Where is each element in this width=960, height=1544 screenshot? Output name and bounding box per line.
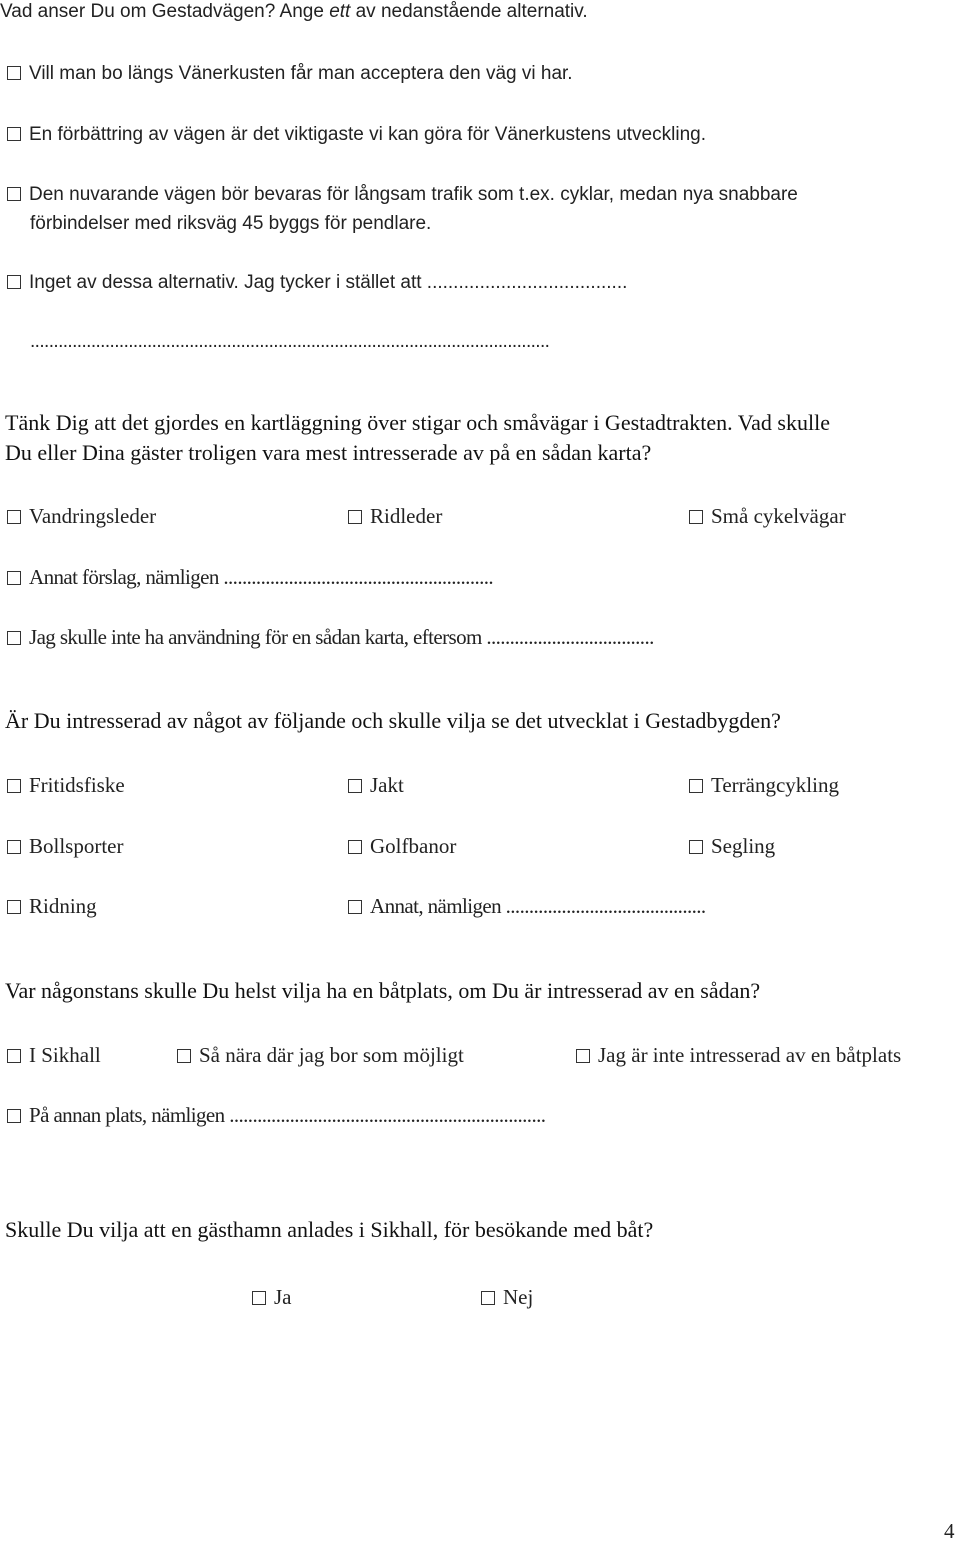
q3-option-terrangcykling[interactable]: Terrängcykling [689,773,839,798]
q2-option-none[interactable]: Jag skulle inte ha användning för en sådan karta, eftersom .................................... [7,625,654,650]
question-gasthamn: Skulle Du vilja att en gästhamn anlades i Sikhall, för besökande med båt? [5,1217,654,1242]
checkbox[interactable] [7,510,21,524]
q1-option-1[interactable]: Vill man bo längs Vänerkusten får man acceptera den väg vi har. [7,63,573,85]
q3-option-fritidsfiske[interactable]: Fritidsfiske [7,773,125,798]
checkbox[interactable] [252,1291,266,1305]
page-number: 4 [944,1519,955,1543]
question-karta-line1: Tänk Dig att det gjordes en kartläggning över stigar och småvägar i Gestadtrakten. Vad skulle [5,410,830,435]
checkbox[interactable] [481,1291,495,1305]
checkbox[interactable] [689,840,703,854]
question-karta-line2: Du eller Dina gäster troligen vara mest intresserade av på en sådan karta? [5,440,652,465]
q4-option-other[interactable]: På annan plats, nämligen .................................................................... [7,1103,545,1128]
checkbox[interactable] [7,840,21,854]
q3-option-other[interactable]: Annat, nämligen ........................................... [348,894,706,919]
q3-option-jakt[interactable]: Jakt [348,773,404,798]
q3-option-golfbanor[interactable]: Golfbanor [348,834,456,859]
checkbox[interactable] [689,510,703,524]
q1-option-2[interactable]: En förbättring av vägen är det viktigaste vi kan göra för Vänerkustens utveckling. [7,124,706,146]
checkbox[interactable] [348,779,362,793]
checkbox[interactable] [348,840,362,854]
checkbox[interactable] [7,571,21,585]
checkbox[interactable] [7,1049,21,1063]
question-batplats: Var någonstans skulle Du helst vilja ha en båtplats, om Du är intresserad av en sådan? [5,978,761,1003]
q1-fill-line[interactable]: ............................................................................................................... [30,331,550,352]
q5-option-nej[interactable]: Nej [481,1285,533,1310]
checkbox[interactable] [7,631,21,645]
q1-option-4[interactable]: Inget av dessa alternativ. Jag tycker i stället att ...................................... [7,272,627,294]
checkbox[interactable] [7,779,21,793]
checkbox[interactable] [7,187,21,201]
checkbox[interactable] [689,779,703,793]
q1-option-3[interactable]: Den nuvarande vägen bör bevaras för långsam trafik som t.ex. cyklar, medan nya snabbare [7,184,798,206]
checkbox[interactable] [7,66,21,80]
q2-option-vandringsleder[interactable]: Vandringsleder [7,504,156,529]
checkbox[interactable] [7,127,21,141]
q2-option-ridleder[interactable]: Ridleder [348,504,442,529]
q2-option-other[interactable]: Annat förslag, nämligen .......................................................... [7,565,493,590]
checkbox[interactable] [7,900,21,914]
checkbox[interactable] [348,900,362,914]
q5-option-ja[interactable]: Ja [252,1285,292,1310]
q4-option-nara[interactable]: Så nära där jag bor som möjligt [177,1043,464,1068]
q3-option-segling[interactable]: Segling [689,834,775,859]
question-intressen: Är Du intresserad av något av följande och skulle vilja se det utvecklat i Gestadbygden? [5,708,781,733]
q3-option-bollsporter[interactable]: Bollsporter [7,834,124,859]
q4-option-ej-intresserad[interactable]: Jag är inte intresserad av en båtplats [576,1043,901,1068]
q2-option-sma-cykelvagar[interactable]: Små cykelvägar [689,504,846,529]
q1-option-3-continuation: förbindelser med riksväg 45 byggs för pendlare. [30,213,432,234]
checkbox[interactable] [7,275,21,289]
q4-option-sikhall[interactable]: I Sikhall [7,1043,101,1068]
checkbox[interactable] [348,510,362,524]
question-gestadvagen: Vad anser Du om Gestadvägen? Ange ett av nedanstående alternativ. [0,1,588,22]
checkbox[interactable] [177,1049,191,1063]
checkbox[interactable] [7,1109,21,1123]
q3-option-ridning[interactable]: Ridning [7,894,97,919]
checkbox[interactable] [576,1049,590,1063]
